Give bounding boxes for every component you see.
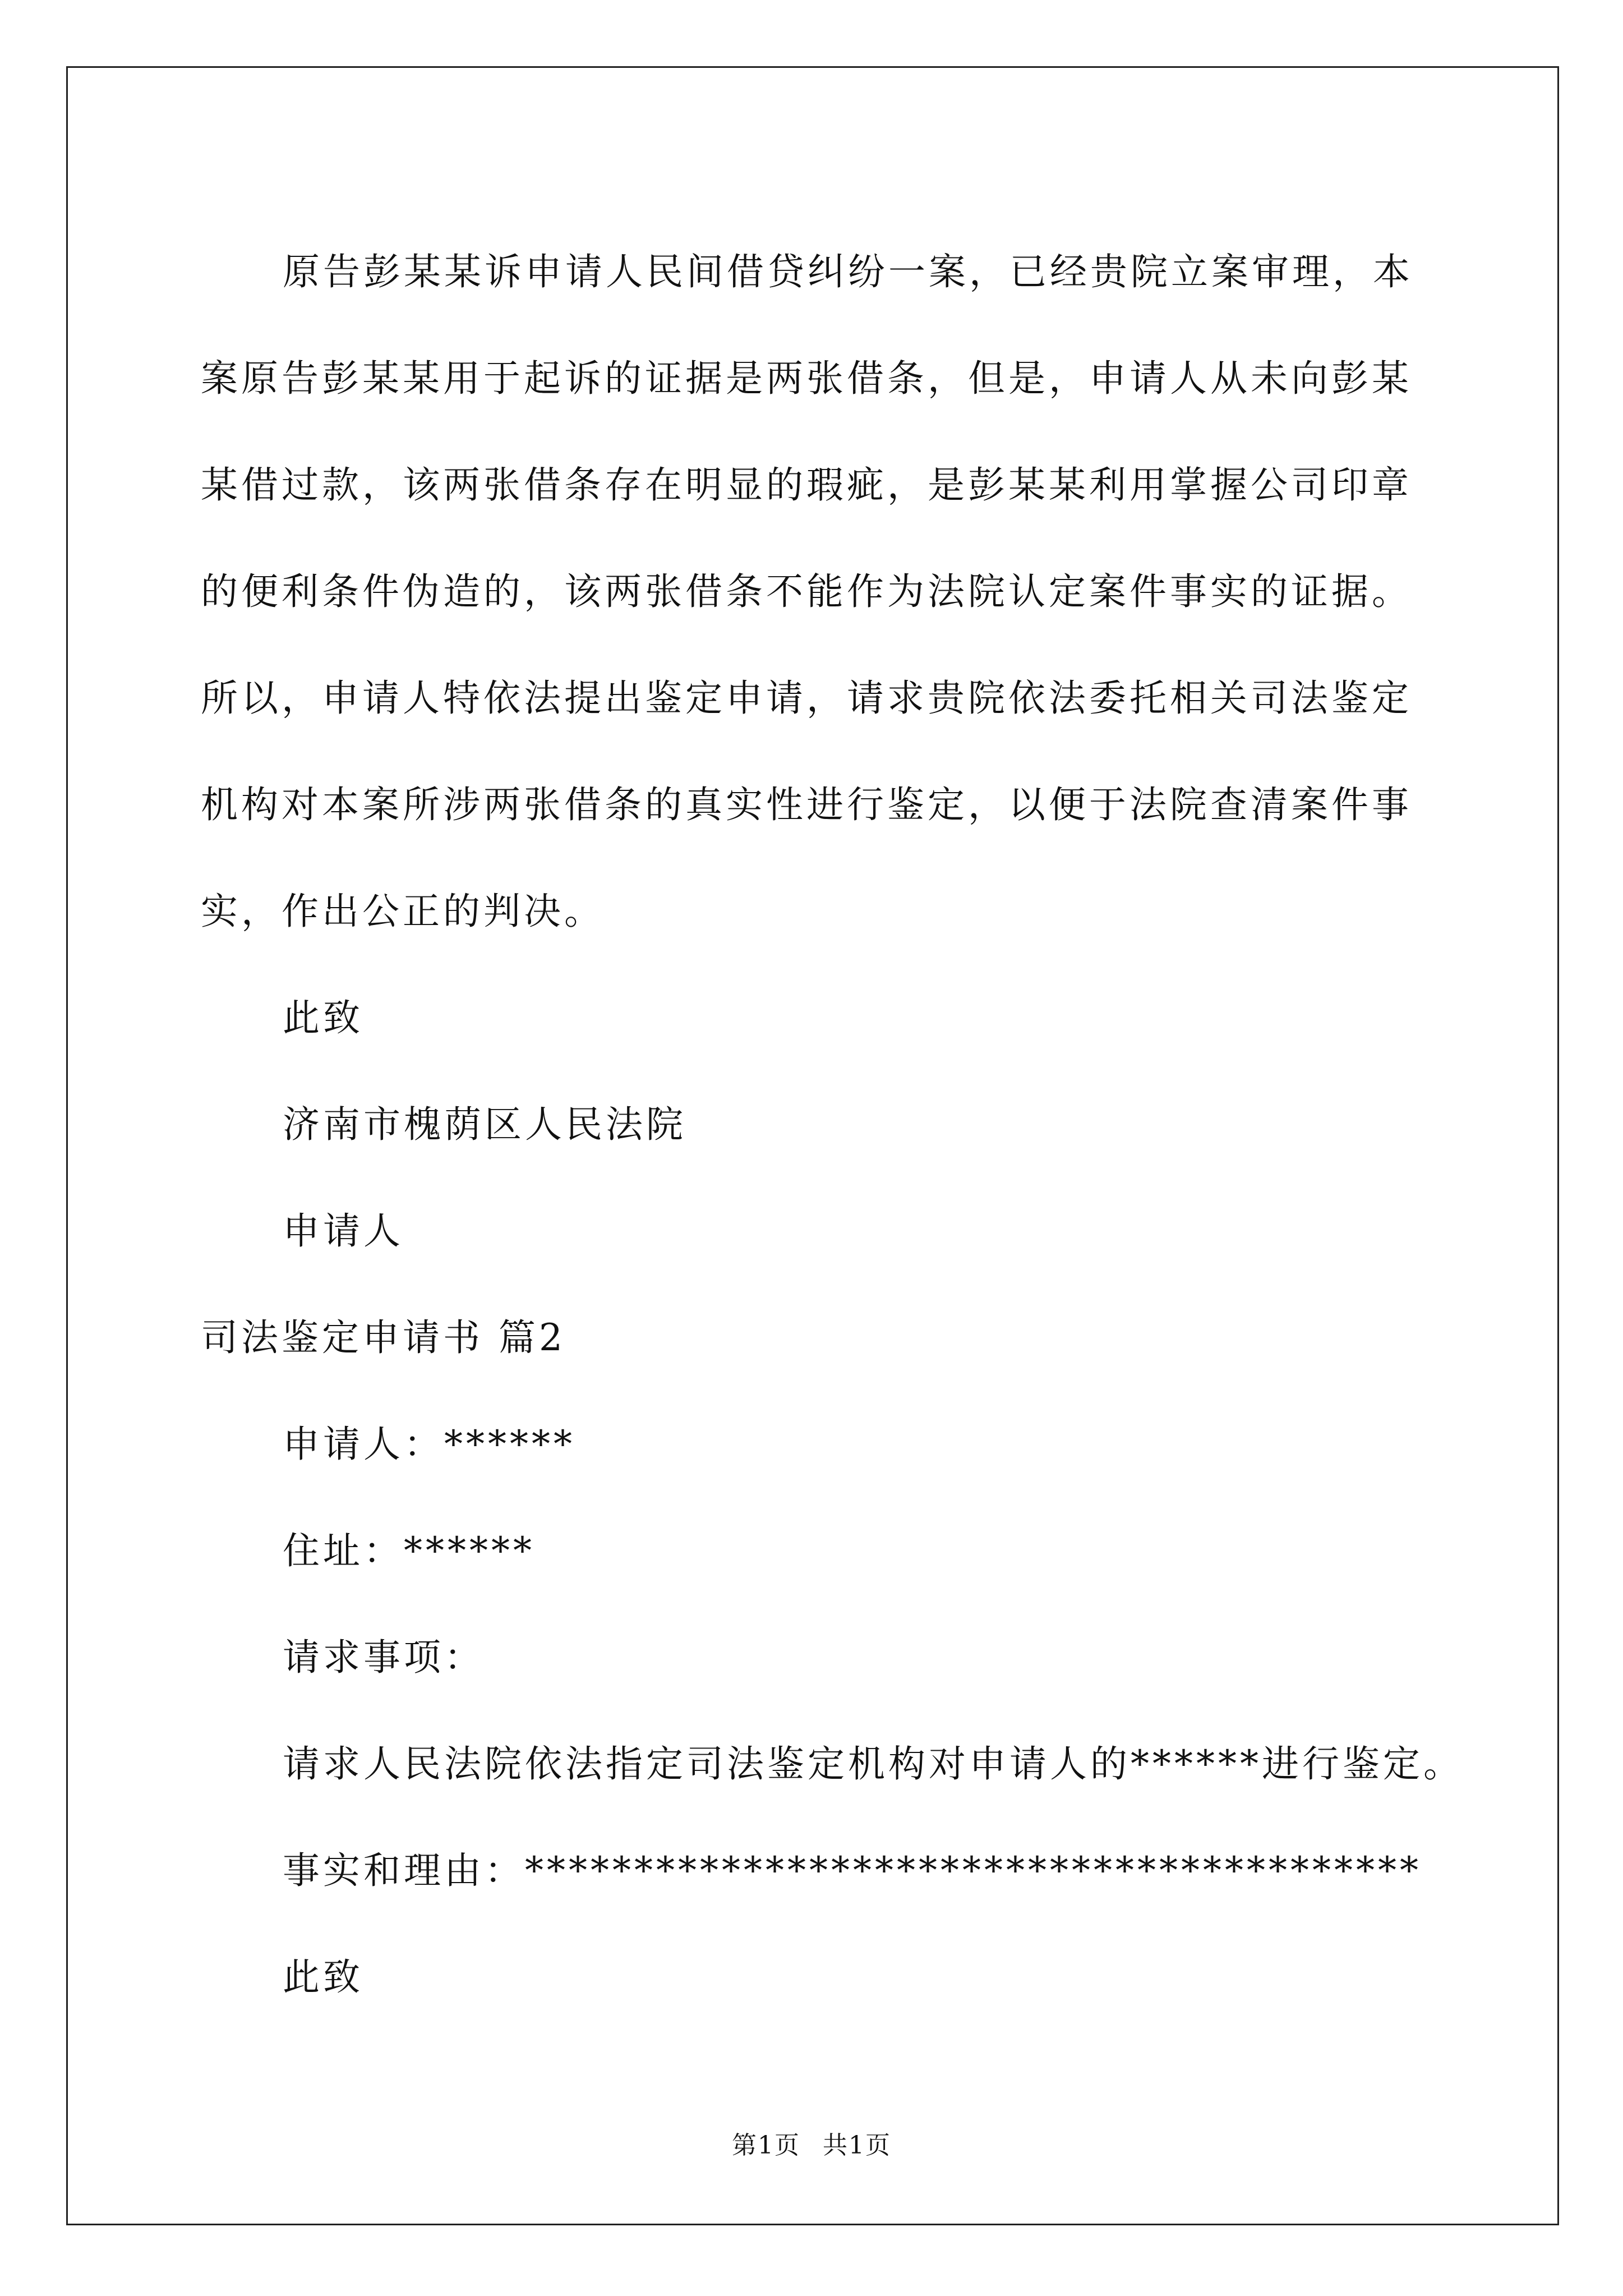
facts-and-reasons: 事实和理由：***************************************** (283, 1849, 1422, 1892)
document-body (201, 219, 1464, 2031)
closing-salutation: 此致 (283, 996, 363, 1039)
applicant-field: 申请人：****** (283, 1423, 575, 1466)
request-text: 请求人民法院依法指定司法鉴定机构对申请人的******进行鉴定。 (283, 1742, 1464, 1786)
request-heading: 请求事项： (283, 1636, 485, 1679)
paragraph-line: 所以，申请人特依法提出鉴定申请，请求贵院依法委托相关司法鉴定 (201, 677, 1412, 720)
page-number: 第1页 (732, 2131, 800, 2160)
page-total: 共1页 (823, 2131, 891, 2160)
address-field: 住址：****** (283, 1529, 535, 1572)
applicant-signature: 申请人 (283, 1209, 404, 1253)
court-name: 济南市槐荫区人民法院 (283, 1103, 686, 1146)
section-title: 司法鉴定申请书 篇2 (201, 1316, 566, 1359)
paragraph-line: 实，作出公正的判决。 (201, 890, 605, 933)
paragraph-line: 机构对本案所涉两张借条的真实性进行鉴定，以便于法院查清案件事 (201, 783, 1412, 826)
paragraph-line: 原告彭某某诉申请人民间借贷纠纷一案，已经贵院立案审理，本 (283, 250, 1413, 293)
page-footer (0, 2129, 1623, 2162)
paragraph-line: 某借过款，该两张借条存在明显的瑕疵，是彭某某利用掌握公司印章 (201, 463, 1412, 507)
paragraph-line: 案原告彭某某用于起诉的证据是两张借条，但是，申请人从未向彭某 (201, 357, 1412, 400)
paragraph-line: 的便利条件伪造的，该两张借条不能作为法院认定案件事实的证据。 (201, 570, 1412, 613)
closing-salutation: 此致 (283, 1955, 363, 1999)
